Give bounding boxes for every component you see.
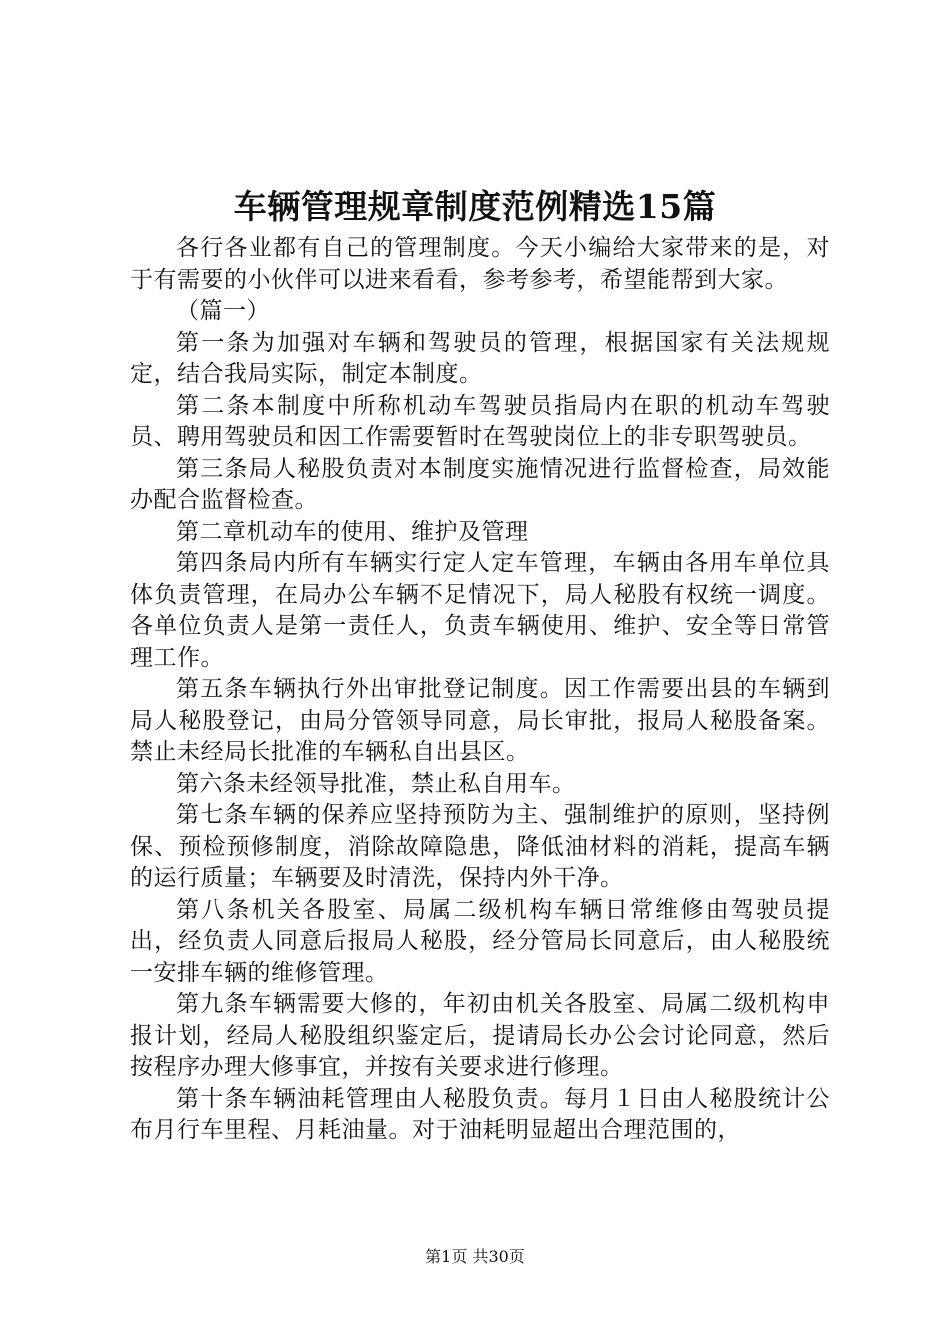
paragraph-article-3: 第三条局人秘股负责对本制度实施情况进行监督检查，局效能办配合监督检查。: [130, 455, 830, 513]
paragraph-article-2: 第二条本制度中所称机动车驾驶员指局内在职的机动车驾驶员、聘用驾驶员和因工作需要暂时在驾驶岗位上的非专职驾驶员。: [130, 392, 830, 450]
document-body: [130, 233, 830, 1147]
paragraph-article-8: 第八条机关各股室、局属二级机构车辆日常维修由驾驶员提出，经负责人同意后报局人秘股，经分管局长同意后，由人秘股统一安排车辆的维修管理。: [130, 896, 830, 986]
paragraph-article-9: 第九条车辆需要大修的，年初由机关各股室、局属二级机构申报计划，经局人秘股组织鉴定后，提请局长办公会讨论同意，然后按程序办理大修事宜，并按有关要求进行修理。: [130, 991, 830, 1080]
paragraph-article-7: 第七条车辆的保养应坚持预防为主、强制维护的原则，坚持例保、预检预修制度，消除故障隐患，降低油材料的消耗，提高车辆的运行质量；车辆要及时清洗，保持内外干净。: [130, 802, 830, 891]
document-title: 车辆管理规章制度范例精选15篇: [233, 187, 717, 226]
paragraph-article-6: 第六条未经领导批准，禁止私自用车。: [176, 770, 576, 797]
paragraph-article-1: 第一条为加强对车辆和驾驶员的管理，根据国家有关法规规定，结合我局实际，制定本制度。: [130, 329, 830, 387]
paragraph-article-10: 第十条车辆油耗管理由人秘股负责。每月１日由人秘股统计公布月行车里程、月耗油量。对于油耗明显超出合理范围的，: [130, 1085, 830, 1143]
paragraph-article-4: 第四条局内所有车辆实行定人定车管理，车辆由各用车单位具体负责管理，在局办公车辆不足情况下，局人秘股有权统一调度。各单位负责人是第一责任人，负责车辆使用、维护、安全等日常管理工作。: [130, 550, 830, 671]
chapter-heading: 第二章机动车的使用、维护及管理: [176, 518, 529, 545]
page-footer: 第1页 共30页: [425, 1247, 525, 1266]
section-label: （篇一）: [176, 298, 270, 324]
paragraph-article-5: 第五条车辆执行外出审批登记制度。因工作需要出县的车辆到局人秘股登记，由局分管领导同意，局长审批，报局人秘股备案。禁止未经局长批准的车辆私自出县区。: [130, 676, 830, 765]
paragraph-intro: 各行各业都有自己的管理制度。今天小编给大家带来的是，对于有需要的小伙伴可以进来看看，参考参考，希望能帮到大家。: [130, 235, 830, 293]
